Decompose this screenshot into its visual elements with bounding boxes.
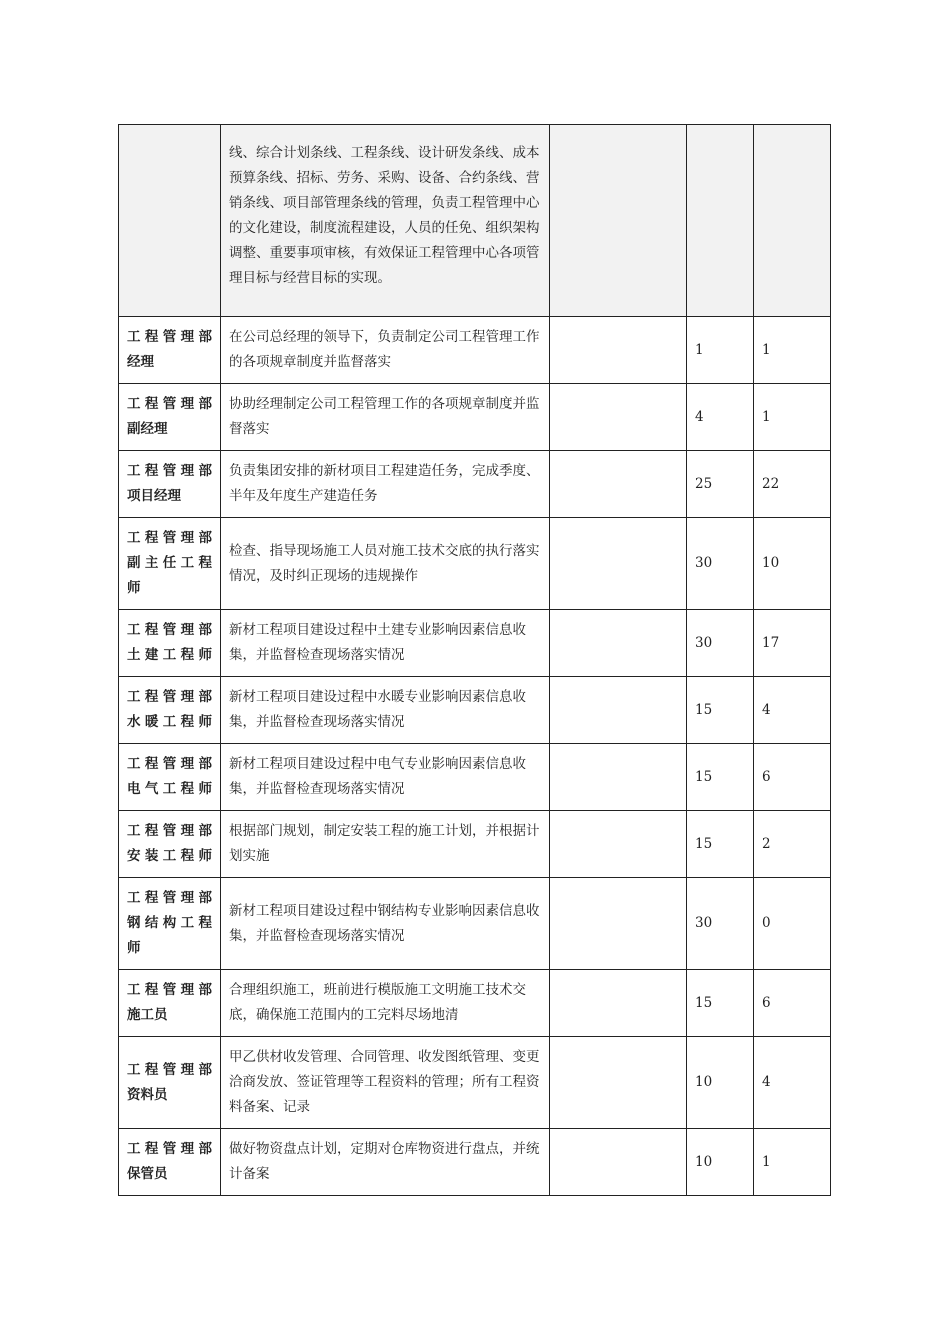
col4-cell: 30	[687, 518, 754, 610]
position-title-line: 水暖工程师	[127, 714, 212, 730]
position-title-line: 资料员	[127, 1086, 168, 1103]
col5-cell: 1	[754, 384, 831, 451]
col5-cell: 2	[754, 811, 831, 878]
col3-cell	[550, 1129, 687, 1196]
col5-cell: 22	[754, 451, 831, 518]
position-cell	[119, 811, 221, 878]
position-title-line: 施工员	[127, 1007, 168, 1023]
job-responsibility-table	[118, 124, 831, 1196]
position-title-line: 工程管理部	[127, 463, 212, 479]
col3-cell	[550, 317, 687, 384]
col4-cell: 25	[687, 451, 754, 518]
duty-cell: 根据部门规划，制定安装工程的施工计划，并根据计划实施	[221, 811, 550, 878]
table-row	[119, 744, 831, 811]
position-title-line: 工程管理部	[127, 1061, 212, 1078]
position-cell	[119, 125, 221, 317]
col5-cell: 4	[754, 677, 831, 744]
duty-cell: 负责集团安排的新材项目工程建造任务，完成季度、半年及年度生产建造任务	[221, 451, 550, 518]
col4-cell: 10	[687, 1129, 754, 1196]
position-cell	[119, 1129, 221, 1196]
position-cell	[119, 518, 221, 610]
col3-cell	[550, 970, 687, 1037]
col4-cell: 1	[687, 317, 754, 384]
position-title-line: 师	[127, 940, 141, 956]
position-title-line: 安装工程师	[127, 848, 212, 864]
position-cell	[119, 317, 221, 384]
position-cell	[119, 1037, 221, 1129]
position-title-line: 工程管理部	[127, 1141, 212, 1157]
col5-cell: 10	[754, 518, 831, 610]
col5-cell: 6	[754, 970, 831, 1037]
col5-cell: 4	[754, 1037, 831, 1129]
position-title-line: 钢结构工程	[127, 915, 212, 931]
position-cell	[119, 610, 221, 677]
table-row	[119, 317, 831, 384]
col4-cell: 30	[687, 610, 754, 677]
position-title-line: 经理	[127, 354, 154, 370]
col4-cell: 15	[687, 677, 754, 744]
col3-cell	[550, 677, 687, 744]
table-row	[119, 970, 831, 1037]
col5-cell: 6	[754, 744, 831, 811]
col3-cell	[550, 384, 687, 451]
duty-cell: 线、综合计划条线、工程条线、设计研发条线、成本预算条线、招标、劳务、采购、设备、合约条线、营销条线、项目部管理条线的管理，负责工程管理中心的文化建设，制度流程建设，人员的任免、组织架构调整、重要事项审核，有效保证工程管理中心各项管理目标与经营目标的实现。	[221, 125, 550, 317]
position-title-line: 副经理	[127, 421, 168, 437]
position-cell	[119, 451, 221, 518]
position-cell	[119, 744, 221, 811]
col4-cell: 10	[687, 1037, 754, 1129]
col3-cell	[550, 610, 687, 677]
col5-cell: 1	[754, 317, 831, 384]
col4-cell: 15	[687, 744, 754, 811]
table-row	[119, 677, 831, 744]
table-row	[119, 518, 831, 610]
col3-cell	[550, 744, 687, 811]
table-row	[119, 1037, 831, 1129]
col4-cell: 15	[687, 970, 754, 1037]
position-title-line: 项目经理	[127, 488, 181, 504]
position-title-line: 工程管理部	[127, 756, 212, 772]
col4-cell: 30	[687, 878, 754, 970]
col3-cell	[550, 811, 687, 878]
duty-cell: 新材工程项目建设过程中土建专业影响因素信息收集，并监督检查现场落实情况	[221, 610, 550, 677]
duty-cell: 新材工程项目建设过程中钢结构专业影响因素信息收集，并监督检查现场落实情况	[221, 878, 550, 970]
table-row	[119, 610, 831, 677]
col5-cell: 0	[754, 878, 831, 970]
col3-cell	[550, 1037, 687, 1129]
position-title-line: 工程管理部	[127, 396, 212, 412]
table-row	[119, 878, 831, 970]
table-row	[119, 811, 831, 878]
position-title-line: 工程管理部	[127, 890, 212, 906]
position-title-line: 工程管理部	[127, 622, 212, 638]
duty-cell: 协助经理制定公司工程管理工作的各项规章制度并监督落实	[221, 384, 550, 451]
col5-cell: 1	[754, 1129, 831, 1196]
col3-cell	[550, 451, 687, 518]
position-title-line: 保管员	[127, 1166, 168, 1182]
col3-cell	[550, 518, 687, 610]
position-title-line: 工程管理部	[127, 689, 212, 705]
col4-cell: 15	[687, 811, 754, 878]
position-title-line: 电气工程师	[127, 781, 212, 797]
col3-cell	[550, 125, 687, 317]
position-title-line: 土建工程师	[127, 647, 212, 663]
table-row	[119, 1129, 831, 1196]
col5-cell	[754, 125, 831, 317]
duty-cell: 新材工程项目建设过程中电气专业影响因素信息收集，并监督检查现场落实情况	[221, 744, 550, 811]
position-title-line: 工程管理部	[127, 530, 212, 546]
table-row	[119, 451, 831, 518]
table-body	[119, 125, 831, 1196]
position-title-line: 师	[127, 580, 141, 596]
position-title-line: 工程管理部	[127, 982, 212, 998]
duty-cell: 合理组织施工，班前进行模版施工文明施工技术交底，确保施工范围内的工完料尽场地清	[221, 970, 550, 1037]
duty-cell: 做好物资盘点计划，定期对仓库物资进行盘点，并统计备案	[221, 1129, 550, 1196]
duty-cell: 在公司总经理的领导下，负责制定公司工程管理工作的各项规章制度并监督落实	[221, 317, 550, 384]
position-title-line: 工程管理部	[127, 329, 212, 345]
table-row-continuation	[119, 125, 831, 317]
col4-cell: 4	[687, 384, 754, 451]
duty-cell: 检查、指导现场施工人员对施工技术交底的执行落实情况，及时纠正现场的违规操作	[221, 518, 550, 610]
position-cell	[119, 970, 221, 1037]
position-cell	[119, 878, 221, 970]
col5-cell: 17	[754, 610, 831, 677]
position-cell	[119, 677, 221, 744]
duty-cell: 新材工程项目建设过程中水暖专业影响因素信息收集，并监督检查现场落实情况	[221, 677, 550, 744]
col4-cell	[687, 125, 754, 317]
position-title-line: 副主任工程	[127, 555, 212, 571]
col3-cell	[550, 878, 687, 970]
duty-cell: 甲乙供材收发管理、合同管理、收发图纸管理、变更洽商发放、签证管理等工程资料的管理；所有工程资料备案、记录	[221, 1037, 550, 1129]
position-title-line: 工程管理部	[127, 823, 212, 839]
table-row	[119, 384, 831, 451]
position-cell	[119, 384, 221, 451]
